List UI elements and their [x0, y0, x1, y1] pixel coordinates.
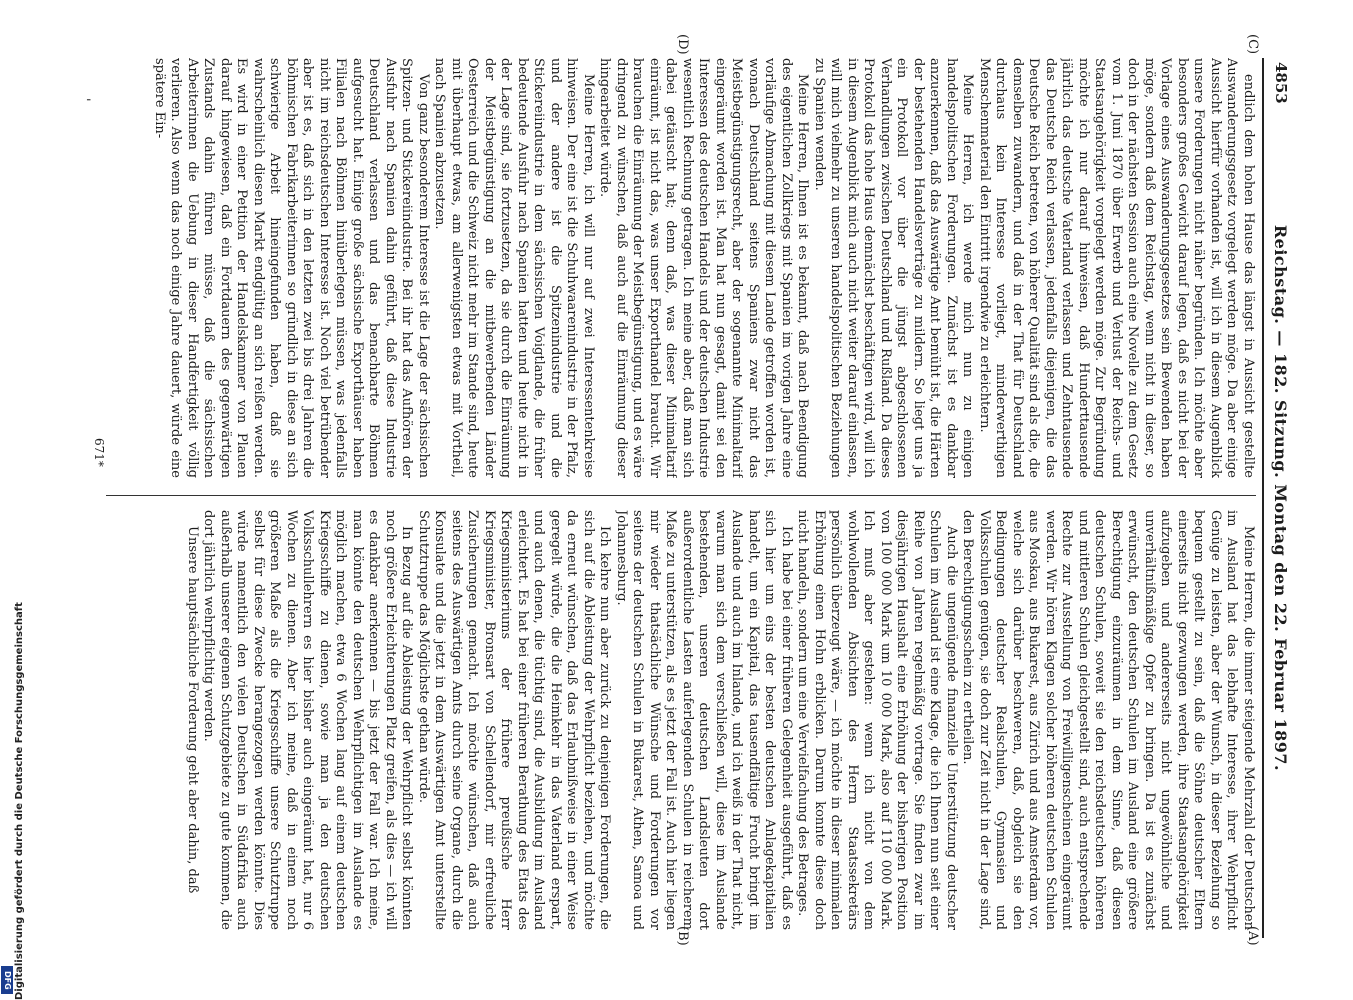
- paragraph: Ich habe bei einer früheren Gelegenheit ausgeführt, daß es sich hier um eins der besten deutschen Anlagekapitalien handelt, um ein Kapital, das tausendfältige Frucht bringt im Auslande und auch im Inlande, und ich weiß in der That nicht, warum man sich dem verschließen will, diese im Auslande bestehenden, unseren deutschen Landsleuten dort außerordentliche Lasten auferlegenden Schulen in reicherem Maße zu unterstützen, als es jetzt der Fall ist. Auch hier liegen mir wieder thatsächliche Wünsche und Forderungen vor seitens der deutschen Schulen in Bukarest, Athen, Samoa und Johannesburg.: [614, 510, 794, 930]
- text-column-left: [106, 58, 1256, 478]
- page-number: 4853: [1272, 62, 1290, 104]
- paragraph: endlich dem hohen Hause das längst in Aussicht gestellte Auswanderungsgesetz vorgelegt werden möge. Da aber einige Aussicht hierfür vorhanden ist, will ich in diesem Augenblick unsere Forderungen nicht näher begründen. Ich möchte aber besonders großes Gewicht darauf legen, daß es nicht bei der Vorlage eines Auswanderungsgesetzes sein Bewenden haben möge, sondern daß dem Reichstag, wenn nicht in dieser, so doch in der nächsten Session auch eine Novelle zu dem Gesetz vom 1. Juni 1870 über Erwerb und Verlust der Reichs- und Staatsangehörigkeit vorgelegt werden möge. Zur Begründung möchte ich nur darauf hinweisen, daß Hunderttausende jährlich das deutsche Vaterland verlassen und Zehntausende das Deutsche Reich verlassen, jedenfalls diejenigen, die das Deutsche Reich betreten, von höherer Qualität sind als die, die demselben zuwandern, und daß in der That für Deutschland durchaus kein Interesse vorliegt, minderwerthigen Menschenmaterial den Eintritt irgendwie zu erleichtern.: [977, 58, 1256, 478]
- page-header: [1268, 58, 1290, 938]
- header-rule: [1262, 58, 1264, 938]
- dfg-logo: DFG: [1, 966, 13, 994]
- paragraph: Von ganz besonderem Interesse ist die Lage der sächsischen Spitzen- und Stickereiindustrie. Bei ihr hat das Aufhören der Ausfuhr nach Spanien dahin geführt, daß diese Industrie Deutschland verlassen und das benachbarte Böhmen aufgesucht hat. Einige große sächsische Exporthäuser haben Filialen nach Böhmen hinüberlegen müssen, was jedenfalls nicht im reichsdeutschen Interesse ist. Noch viel betrübender aber ist es, daß sich in den letzten zwei bis drei Jahren die böhmischen Fabrikarbeiterinnen so gründlich in diese an sich schwierige Arbeit hineingefunden haben, daß sie wahrscheinlich diesen Markt endgültig an sich reißen werden. Es wird in einer Petition der Handelskammer von Plauen darauf hingewiesen, daß ein Fortdauern des gegenwärtigen Zustands dahin führen müsse, daß die sächsischen Arbeiterinnen die Uebung in dieser Handfertigkeit völlig verlieren. Also wenn das noch einige Jahre dauert, würde eine spätere Ein-: [152, 58, 431, 478]
- footer-tick: ': [77, 98, 92, 102]
- margin-marker-d: (D): [675, 34, 690, 55]
- page-title: Reichstag. — 182. Sitzung. Montag den 22. Februar 1897.: [1271, 224, 1290, 772]
- margin-marker-b: (B): [675, 926, 690, 946]
- paragraph: Meine Herren, die immer steigende Mehrzahl der Deutschen im Ausland hat das lebhafte Interesse, ihrer Wehrpflicht Genüge zu leisten, aber der Wunsch, in dieser Beziehung so bequem gestellt zu sein, daß die Söhne deutscher Eltern einerseits nicht gezwungen werden, ihre Staatsangehörigkeit aufzugeben und andererseits nicht ungewöhnliche und unverhältnißmäßige Opfer zu bringen. Da ist es zunächst erwünscht, den deutschen Schulen im Ausland eine größere Berechtigung einzuräumen in dem Sinne, daß diesen deutschen Schulen, soweit sie den reichsdeutschen höheren und mittleren Schulen gleichgestellt sind, auch entsprechende Rechte zur Ausstellung von Freiwilligenscheinen eingeräumt werden. Wir hören Klagen solcher höheren deutschen Schulen aus Moskau, aus Bukarest, aus Zürich und aus Amsterdam vor, welche sich darüber beschweren, daß, obgleich sie den Bedingungen deutscher Realschulen, Gymnasien und Volksschulen genügen, sie doch zur Zeit nicht in der Lage sind, den Berechtigungsschein zu ertheilen.: [960, 510, 1256, 930]
- paragraph: Meine Herren, ich will nur auf zwei Interessentenkreise hinweisen. Der eine ist die Schuhwaarenindustrie in der Pfalz, und der andere ist die Spitzenindustrie und die Stickereiindustrie in dem sächsischen Voigtlande, die früher bedeutende Ausfuhr nach Spanien hatten und heute nicht in der Lage sind, sie fortzusetzen, da sie durch die Einräumung der Meistbegünstigung an die mitbewerbenden Länder Oesterreich und die Schweiz nicht mehr im Stande sind, heute mit überhaupt etwas, am allerwenigsten etwas mit Vortheil, nach Spanien abzusetzen.: [432, 58, 596, 478]
- margin-marker-c: (C): [1245, 34, 1260, 55]
- text-column-right: [106, 510, 1256, 930]
- paragraph: Auch die ungenügende finanzielle Unterstützung deutscher Schulen im Ausland ist eine Klage, die ich Ihnen nun seit einer Reihe von Jahren regelmäßig vortrage. Sie finden zwar im diesjährigen Haushalt eine Erhöhung der bisherigen Position von 100 000 Mark um 10 000 Mark, also auf 110 000 Mark. Ich muß aber gestehen: wenn ich nicht von dem wohlwollenden Absichten des Herrn Staatssekretärs persönlich überzeugt wäre, — ich möchte in dieser minimalen Erhöhung einen Hohn erblicken. Darum konnte diese doch nicht handeln, sondern um eine Vervielfachung des Betrages.: [795, 510, 959, 930]
- paragraph: Unsere hauptsächliche Forderung geht aber dahin, daß: [185, 526, 200, 894]
- margin-marker-a: (A): [1245, 926, 1260, 946]
- paragraph: Meine Herren, ich werde mich nun zu einigen handelspolitischen Forderungen. Zunächst ist es dankbar anzuerkennen, daß das Auswärtige Amt bemüht ist, die Härten der bestehenden Handelsverträge zu mildern. So liegt uns ja ein Protokoll vor über die jüngst abgeschlossenen Verhandlungen zwischen Deutschland und Rußland. Da dieses Protokoll das hohe Haus demnächst beschäftigen wird, will ich in diesem Augenblick mich auch nicht weiter darauf einlassen, will mich vielmehr zu unseren handelspolitischen Beziehungen zu Spanien wenden.: [812, 58, 976, 478]
- paragraph: Meine Herren, Ihnen ist es bekannt, daß nach Beendigung des eigentlichen Zollkriegs mit Spanien im vorigen Jahre eine vorläufige Abmachung mit diesem Lande getroffen worden ist, wonach Deutschland seitens Spaniens zwar nicht das Meistbegünstigungsrecht, aber der sogenannte Minimaltarif eingeräumt worden ist. Man hat nun gesagt, damit sei den Interessen des deutschen Handels und der deutschen Industrie wesentlich Rechnung getragen. Ich meine aber, daß man sich dabei getäuscht hat; denn daß, was dieser Minimaltarif einräumt, ist nicht das, was unser Exporthandel braucht. Wir brauchen die Einräumung der Meistbegünstigung, und es wäre dringend zu wünschen, daß auch auf die Einräumung dieser hingearbeitet würde.: [597, 58, 811, 478]
- signature-mark: 671*: [92, 438, 106, 467]
- document-page: [60, 34, 1290, 946]
- digitisation-credit: Digitalisierung gefördert durch die Deutsche Forschungsgemeinschaft: [14, 602, 25, 1000]
- paragraph: Ich kehre nun aber zurück zu denjenigen Forderungen, die sich auf die Ableistung der Wehrpflicht beziehen, und möchte da erneut wünschen, daß das Erlaubnißweise in einer Weise geregelt würde, die die Heimkehr in das Vaterland erspart, und auch denen, die tüchtig sind, die Ausbildung im Ausland erleichtert. Es hat bei einer früheren Berathung des Etats des Kriegsministeriums der frühere preußische Herr Kriegsminister, Bronsart von Schellendorf, mir erfreuliche Zusicherungen gemacht. Ich möchte wünschen, daß auch seitens des Auswärtigen Amts durch seine Organe, durch die Konsulate und die jetzt in dem Auswärtigen Amt unterstellte Schutztruppe das Möglichste gethan würde.: [416, 510, 613, 930]
- paragraph: In Bezug auf die Ableistung der Wehrpflicht selbst könnten noch größere Erleichterungen Platz greifen, als dies — ich will es dankbar anerkennen — bis jetzt der Fall war. Ich meine, man könnte den deutschen Wehrpflichtigen im Auslande es möglich machen, etwa 6 Wochen lang auf einem deutschen Kriegsschiffe zu dienen, sowie man ja den deutschen Volksschullehrern es hier bisher auch eingeräumt hat, nur 6 Wochen zu dienen. Aber ich meine, daß in einem noch größeren Maße als die Kriegsschiffe unsere Schutztruppe selbst für diese Zwecke herangezogen werden könnte. Dies würde namentlich den vielen Deutschen in Südafrika auch außerhalb unserer eigenen Schutzgebiete zu gute kommen, die dort jährlich wehrpflichtig werden.: [201, 510, 415, 930]
- column-divider: [106, 495, 1256, 496]
